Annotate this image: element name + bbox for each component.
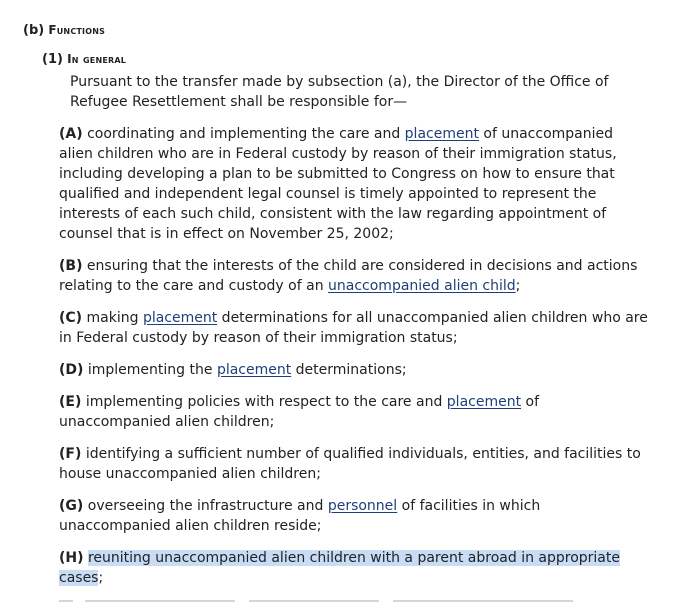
item-c-text-pre: making	[82, 310, 143, 326]
item-a-text-pre: coordinating and implementing the care and	[82, 126, 405, 142]
item-e	[59, 392, 649, 432]
section-1-title: In general	[67, 52, 127, 66]
item-f-text: identifying a sufficient number of qualified individuals, entities, and facilities to house unaccompanied alien children;	[59, 446, 641, 482]
placement-link[interactable]: placement	[446, 394, 522, 410]
section-1-heading	[42, 49, 126, 70]
item-e-label: (E)	[59, 394, 82, 410]
item-a-text-post: of unaccompanied alien children who are in Federal custody by reason of their immigration status, including developing a plan to be submitted to Congress on how to ensure that qualified and independent legal counsel is timely appointed to represent the interests of each such child, consistent with the law regarding appointment of counsel that is in effect on November 25, 2002;	[59, 126, 617, 242]
item-g	[59, 496, 649, 536]
faded-text-fragment	[393, 600, 573, 602]
item-g-text-pre: overseeing the infrastructure and	[83, 498, 328, 514]
item-c-text-post: determinations for all unaccompanied alien children who are in Federal custody by reason of their immigration status;	[59, 310, 648, 346]
item-h-text-post: ;	[98, 570, 104, 586]
item-g-text-post: of facilities in which unaccompanied alien children reside;	[59, 498, 541, 534]
selected-text-highlight[interactable]: reuniting unaccompanied alien children with a parent abroad in appropriate cases	[59, 550, 620, 586]
placement-link[interactable]: placement	[404, 126, 479, 142]
item-c-label: (C)	[59, 310, 83, 326]
item-b	[59, 256, 649, 296]
item-g-label: (G)	[59, 498, 84, 514]
item-f-label: (F)	[59, 446, 82, 462]
faded-text-fragment	[59, 600, 73, 602]
faded-text-fragment	[85, 600, 235, 602]
item-e-text-pre: implementing policies with respect to the care and	[81, 394, 447, 410]
placement-link[interactable]: placement	[216, 362, 292, 378]
placement-link[interactable]: placement	[142, 310, 218, 326]
item-b-label: (B)	[59, 258, 83, 274]
intro-paragraph: Pursuant to the transfer made by subsection (a), the Director of the Office of Refugee Resettlement shall be responsible for—	[70, 74, 609, 110]
cut-off-next-item	[59, 592, 619, 604]
item-b-text-post: ;	[515, 278, 521, 294]
item-d-text-pre: implementing the	[83, 362, 217, 378]
item-h-label: (H)	[59, 550, 84, 566]
section-1-number: (1)	[42, 52, 63, 67]
section-b-title: Functions	[48, 23, 106, 37]
item-d-label: (D)	[59, 362, 84, 378]
faded-text-fragment	[249, 600, 379, 602]
unaccompanied-alien-child-link[interactable]: unaccompanied alien child	[328, 278, 516, 294]
item-a	[59, 124, 649, 244]
item-e-text-post: of unaccompanied alien children;	[59, 394, 540, 430]
item-d	[59, 360, 649, 380]
section-b-heading	[23, 20, 105, 41]
personnel-link[interactable]: personnel	[327, 498, 398, 514]
section-b-number: (b)	[23, 23, 45, 38]
item-c	[59, 308, 649, 348]
item-d-text-post: determinations;	[291, 362, 407, 378]
item-f	[59, 444, 649, 484]
item-b-text-pre: ensuring that the interests of the child are considered in decisions and actions relating to the care and custody of an	[59, 258, 638, 294]
item-a-label: (A)	[59, 126, 83, 142]
item-h	[59, 548, 649, 588]
